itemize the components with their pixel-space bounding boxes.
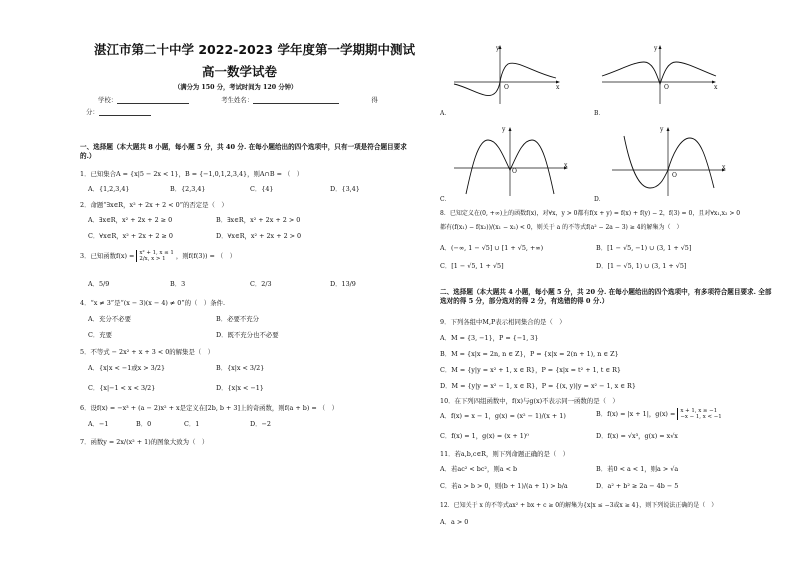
graph-d-y: y	[660, 126, 664, 133]
extra-label: 得	[371, 96, 378, 104]
q8-option-d[interactable]: D．[1 − √5, 1) ∪ (3, 1 + √5]	[596, 262, 687, 270]
q8-stem-1: 8．已知定义在(0, +∞)上的函数f(x)，对∀x，y > 0都有f(x + y) = f(x) + f(y) − 2，f(3) = 0，且对∀x₁,x₂ > 0	[440, 210, 741, 217]
q9-option-c[interactable]: C．M = {y|y = x² + 1, x ∈ R}，P = {x|x = t² + 1, t ∈ R}	[440, 366, 621, 374]
q9-option-b[interactable]: B．M = {x|x = 2n, n ∈ Z}，P = {x|x = 2(n + 1), n ∈ Z}	[440, 350, 619, 358]
q10-piecewise	[677, 408, 721, 420]
q3-stem-b: ，则f(f(3)) = （ ）	[175, 252, 237, 260]
left-column	[70, 0, 415, 562]
q5-stem: 5．不等式 − 2x² + x + 3 < 0的解集是（ ）	[80, 348, 214, 356]
q10-piece-2: −x − 1, x < −1	[680, 414, 722, 420]
graph-d-x: x	[722, 164, 726, 171]
section2-heading: 二、选择题（本大题共 4 小题，每小题 5 分，共 20 分. 在每小题给出的四个选项中，有多项符合题目要求. 全部选对的得 5 分，部分选对的得 2 分，有选错的得 0 分.）	[440, 288, 772, 305]
q9-option-d[interactable]: D．M = {y|y = x² − 1, x ∈ R}，P = {(x, y)|y = x² − 1, x ∈ R}	[440, 382, 636, 390]
graph-c-x: x	[564, 162, 568, 169]
score-blank[interactable]	[99, 115, 151, 116]
q3-option-d[interactable]: D．13/9	[330, 280, 356, 288]
graph-d-label: D．	[594, 196, 605, 203]
q3-piecewise	[136, 250, 173, 262]
q3-piece-1: x² + 1, x ≤ 1	[139, 250, 174, 256]
graph-b[interactable]	[600, 44, 720, 106]
exam-note: （满分为 150 分，考试时间为 120 分钟）	[174, 84, 298, 91]
q8-option-b[interactable]: B．[1 − √5, −1) ∪ (3, 1 + √5]	[596, 244, 692, 252]
graph-b-origin: O	[664, 84, 669, 91]
q11-stem: 11．若a,b,c∈R，则下列命题正确的是（ ）	[440, 450, 570, 458]
q2-option-c[interactable]: C．∀x∈R，x² + 2x + 2 ≥ 0	[88, 232, 173, 240]
q3-piece-2: 2/x, x > 1	[139, 256, 166, 262]
q4-option-b[interactable]: B．必要不充分	[216, 315, 260, 323]
q1-option-a[interactable]: A．{1,2,3,4}	[88, 185, 130, 193]
q10-option-b[interactable]	[596, 408, 722, 420]
q1-stem: 1．已知集合A = {x|5 − 2x < 1}，B = {−1,0,1,2,3,4}，则A∩B = （ ）	[80, 170, 304, 178]
q6-stem: 6．设f(x) = −x³ + (a − 2)x² + x是定义在[2b, b + 3]上的奇函数，则f(a + b) = （ ）	[80, 404, 338, 412]
q3-option-b[interactable]: B．3	[170, 280, 186, 288]
q6-option-c[interactable]: C．1	[184, 420, 200, 428]
q6-option-b[interactable]: B．0	[136, 420, 152, 428]
graph-c[interactable]	[452, 126, 572, 198]
extra-label-end: 分：	[86, 108, 99, 116]
q6-option-a[interactable]: A．−1	[88, 420, 109, 428]
school-blank[interactable]	[117, 103, 189, 104]
q9-stem: 9．下列各组中M,P表示相同集合的是（ ）	[440, 318, 566, 326]
q6-option-d[interactable]: D．−2	[250, 420, 271, 428]
q1-option-d[interactable]: D．{3,4}	[330, 185, 360, 193]
q3-stem	[80, 250, 236, 262]
q9-option-a[interactable]: A．M = {3, −1}，P = {−1, 3}	[440, 334, 539, 342]
q3-stem-a: 3．已知函数f(x) =	[80, 252, 135, 260]
q10-stem: 10．在下列四组函数中，f(x)与g(x)不表示同一函数的是（ ）	[440, 397, 619, 405]
q10-option-c[interactable]: C．f(x) = 1，g(x) = (x + 1)⁰	[440, 432, 529, 440]
name-label: 考生姓名：	[221, 96, 254, 104]
q2-option-b[interactable]: B．∃x∈R，x² + 2x + 2 > 0	[216, 216, 301, 224]
q10-option-b-text: B．f(x) = |x + 1|，g(x) =	[596, 410, 676, 418]
q12-option-a[interactable]: A．a > 0	[440, 518, 469, 526]
q7-stem: 7．函数y = 2x/(x² + 1)的图象大致为（ ）	[80, 438, 209, 446]
exam-title: 湛江市第二十中学 2022-2023 学年度第一学期期中测试	[94, 42, 415, 57]
q10-piece-1: x + 1, x ≥ −1	[680, 408, 718, 414]
q4-stem: 4．“x ≠ 3”是“(x − 3)(x − 4) ≠ 0”的（ ）条件.	[80, 299, 226, 307]
q3-option-c[interactable]: C．2/3	[250, 280, 272, 288]
extra-row	[86, 108, 151, 116]
q10-option-a[interactable]: A．f(x) = x − 1，g(x) = (x² − 1)/(x + 1)	[440, 412, 566, 420]
section1-heading: 一、选择题（本大题共 8 小题，每小题 5 分，共 40 分. 在每小题给出的四个选项中，只有一项是符合题目要求的.）	[80, 143, 407, 160]
q1-option-c[interactable]: C．{4}	[250, 185, 274, 193]
q10-option-d[interactable]: D．f(x) = √x³，g(x) = x√x	[596, 432, 678, 440]
right-column	[432, 0, 772, 562]
graph-d-origin: O	[672, 172, 677, 179]
graph-b-y: y	[654, 45, 658, 52]
q4-option-d[interactable]: D．既不充分也不必要	[216, 331, 279, 339]
q5-option-b[interactable]: B．{x|x < 3/2}	[216, 364, 265, 372]
q5-option-a[interactable]: A．{x|x < −1或x > 3/2}	[88, 364, 166, 372]
q2-stem: 2．命题“∃x∈R，x² + 2x + 2 < 0”的否定是（ ）	[80, 201, 228, 209]
q11-option-b[interactable]: B．若0 < a < 1，则a > √a	[596, 465, 679, 473]
graph-a[interactable]	[452, 44, 562, 106]
q8-stem-2: 都有(f(x₁) − f(x₂))/(x₁ − x₂) < 0，则关于 a 的不等式f(a² − 2a − 3) ≥ 4的解集为（ ）	[440, 224, 683, 231]
q12-stem: 12．已知关于 x 的不等式ax² + bx + c ≥ 0的解集为{x|x ≤ −3或x ≥ 4}，则下列说法正确的是（ ）	[440, 502, 718, 509]
graph-a-x: x	[556, 84, 560, 91]
graph-c-origin: O	[512, 168, 517, 175]
q1-option-b[interactable]: B．{2,3,4}	[170, 185, 206, 193]
school-label: 学校：	[98, 96, 118, 104]
graph-b-label: B．	[594, 110, 605, 117]
graph-b-x: x	[714, 84, 718, 91]
q5-option-c[interactable]: C．{x|−1 < x < 3/2}	[88, 384, 156, 392]
info-row	[98, 96, 378, 104]
q5-option-d[interactable]: D．{x|x < −1}	[216, 384, 264, 392]
graph-a-origin: O	[504, 84, 509, 91]
q4-option-c[interactable]: C．充要	[88, 331, 113, 339]
graph-d[interactable]	[610, 126, 730, 198]
q4-option-a[interactable]: A．充分不必要	[88, 315, 131, 323]
graph-a-y: y	[496, 45, 500, 52]
q2-option-d[interactable]: D．∀x∈R，x² + 2x + 2 > 0	[216, 232, 302, 240]
exam-subtitle: 高一数学试卷	[202, 64, 278, 79]
name-blank[interactable]	[253, 103, 339, 104]
q3-option-a[interactable]: A．5/9	[88, 280, 110, 288]
graph-c-label: C．	[440, 196, 451, 203]
q8-option-c[interactable]: C．[1 − √5, 1 + √5]	[440, 262, 504, 270]
q11-option-a[interactable]: A．若ac² < bc²，则a < b	[440, 465, 518, 473]
graph-a-label: A．	[440, 110, 451, 117]
q2-option-a[interactable]: A．∃x∈R，x² + 2x + 2 ≥ 0	[88, 216, 173, 224]
q8-option-a[interactable]: A．(−∞, 1 − √5] ∪ [1 + √5, +∞)	[440, 244, 544, 252]
graph-c-y: y	[502, 126, 506, 133]
q11-option-d[interactable]: D．a² + b² ≥ 2a − 4b − 5	[596, 482, 679, 490]
q11-option-c[interactable]: C．若a > b > 0，则(b + 1)/(a + 1) > b/a	[440, 482, 568, 490]
